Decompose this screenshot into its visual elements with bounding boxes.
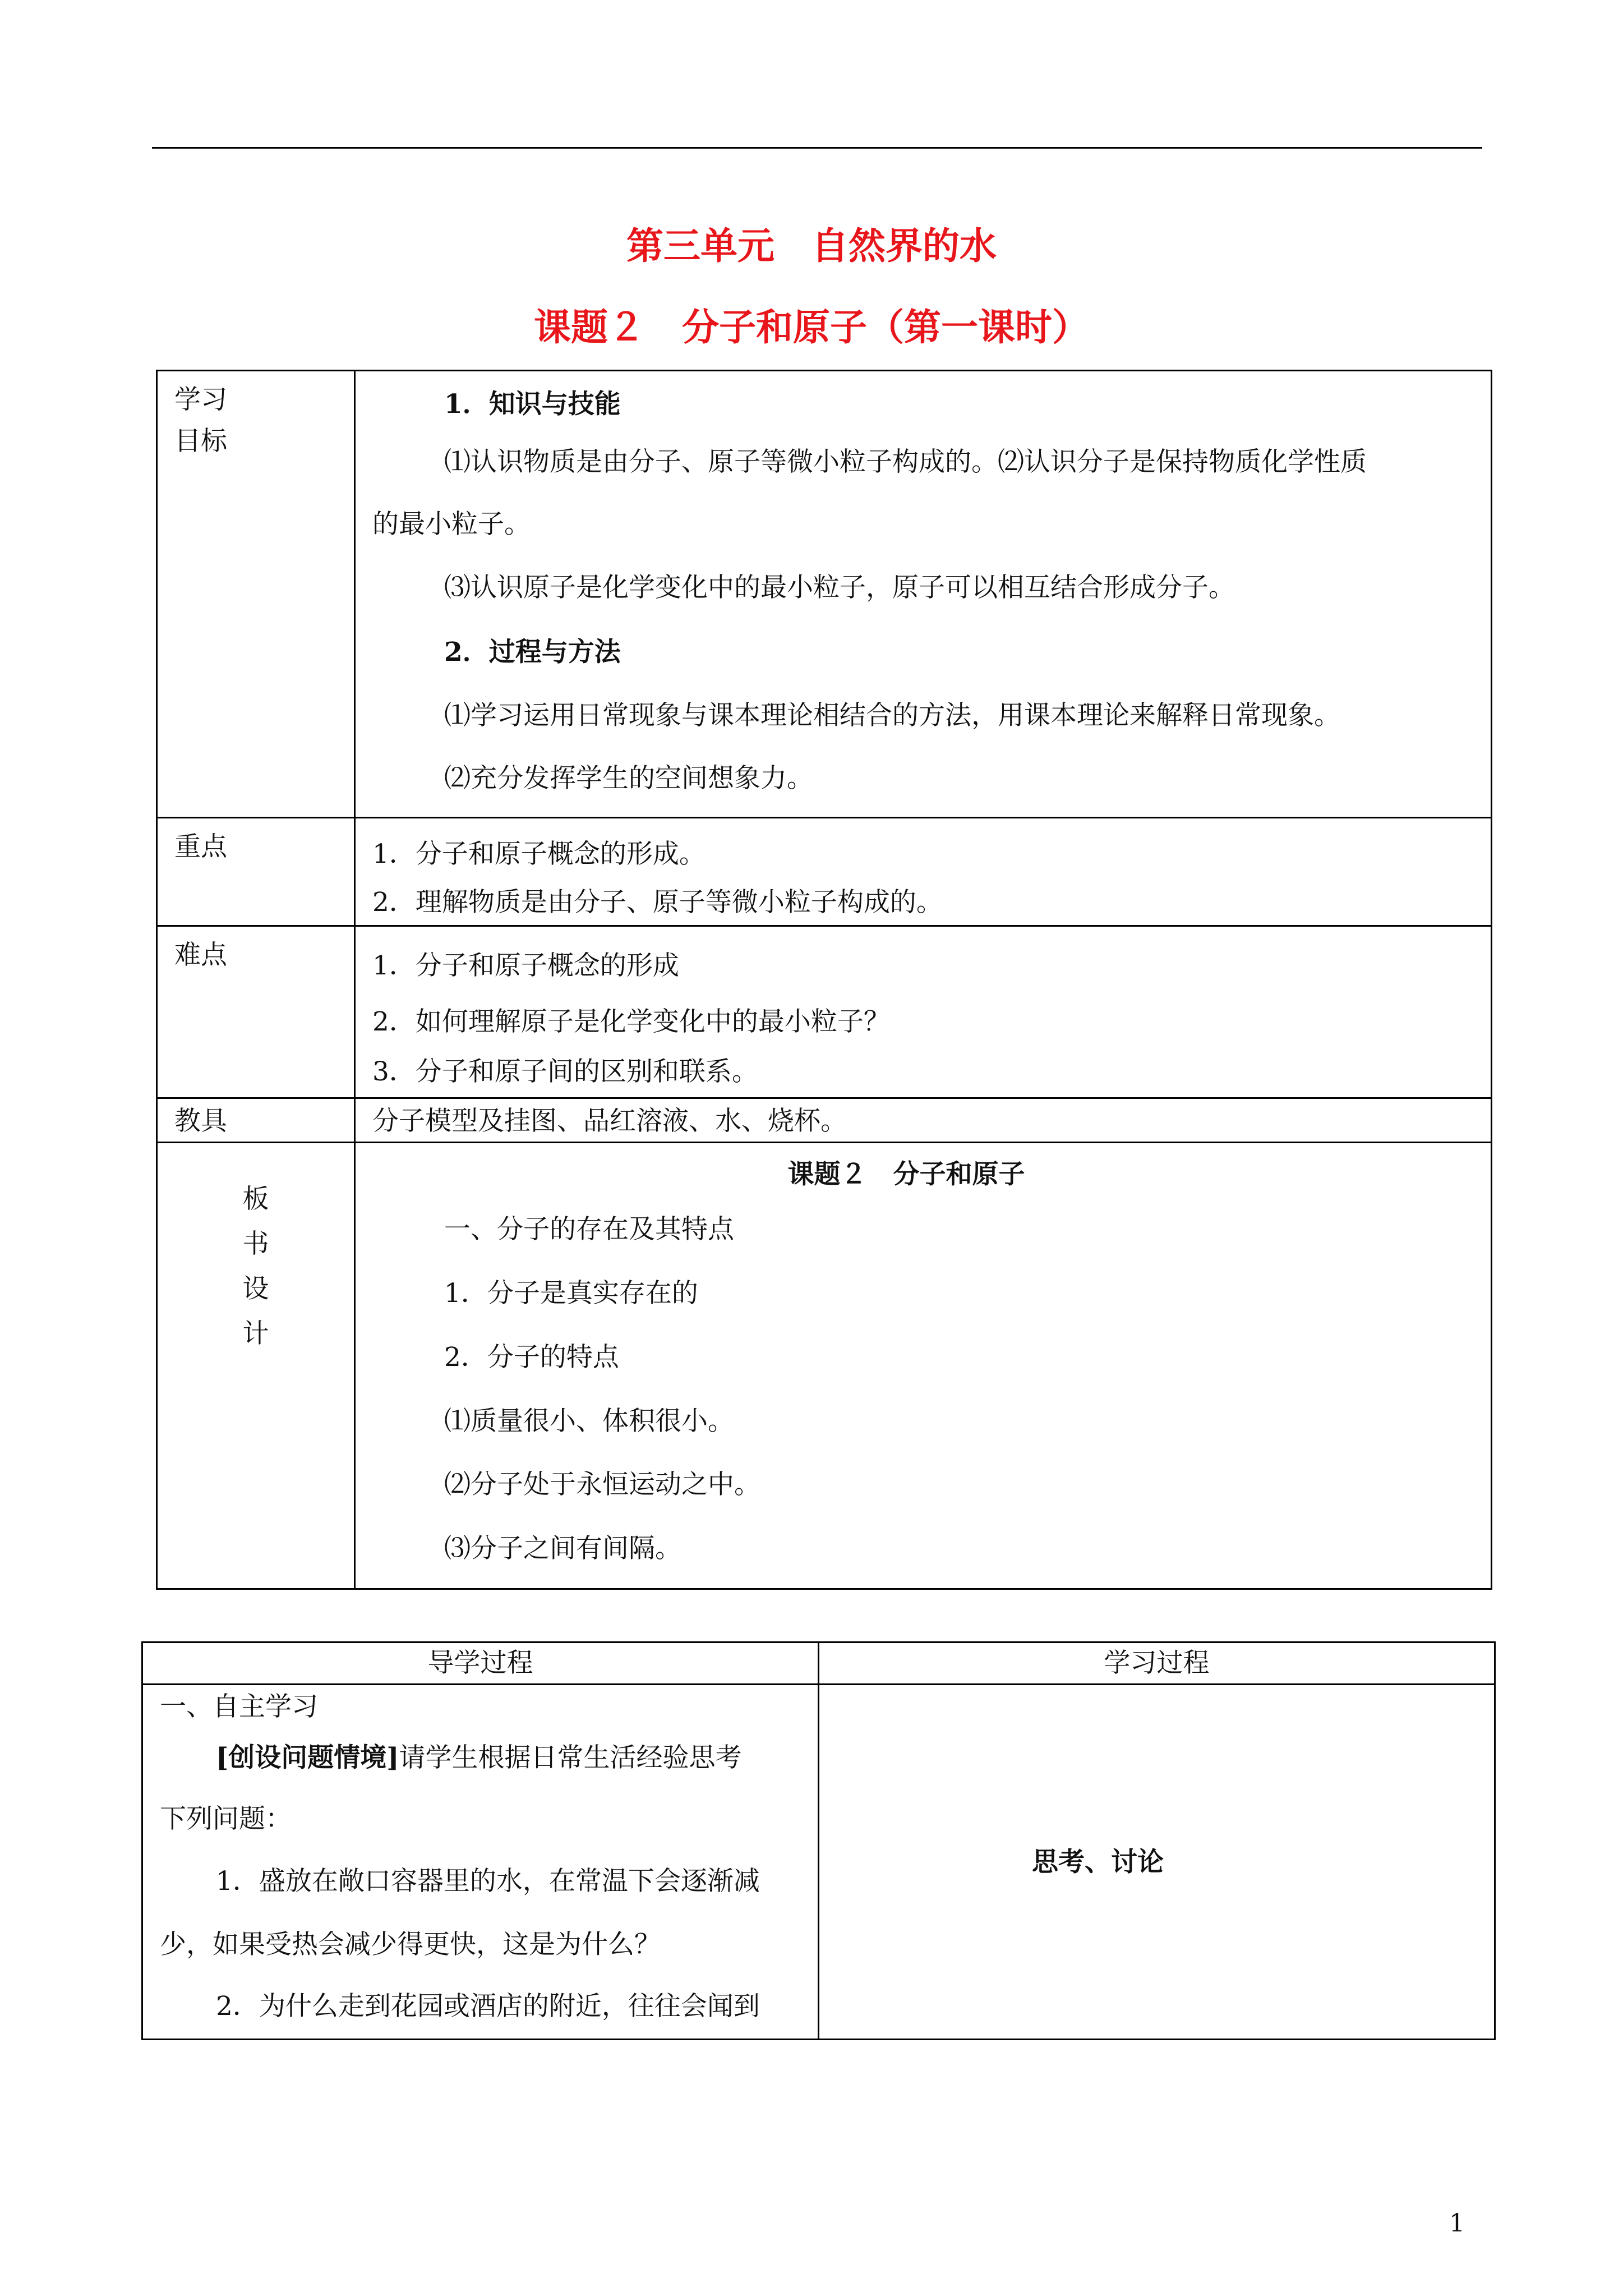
learn-cell	[819, 1685, 1495, 2040]
board-line: 一、分子的存在及其特点	[444, 1214, 734, 1245]
goals-row	[157, 371, 1492, 818]
difficulty-item: 2．如何理解原子是化学变化中的最小粒子？	[372, 1006, 890, 1037]
lesson-info-table	[156, 370, 1492, 1590]
board-design-label	[157, 1143, 355, 1589]
board-design-label-char: 板	[242, 1184, 269, 1214]
goals-item-cont: 的最小粒子。	[372, 509, 531, 540]
goals-label	[157, 371, 355, 818]
difficulties-row	[157, 926, 1492, 1098]
board-line: ⑴质量很小、体积很小。	[444, 1406, 734, 1437]
lesson-title: 课题２ 分子和原子（第一课时）	[534, 305, 1089, 349]
goals-item: ⑵充分发挥学生的空间想象力。	[444, 763, 813, 794]
section-heading: 一、自主学习	[160, 1691, 318, 1722]
scenario-text: 请学生根据日常生活经验思考	[399, 1742, 742, 1773]
scenario-cont: 下列问题：	[160, 1803, 292, 1834]
board-design-label-char: 设	[242, 1273, 269, 1304]
board-line: 2．分子的特点	[444, 1342, 619, 1373]
goals-label-line: 学习	[174, 384, 227, 415]
board-design-label-char: 书	[242, 1228, 269, 1259]
question-item: 2．为什么走到花园或酒店的附近，往往会闻到	[216, 1991, 760, 2022]
goals-section-method: 2．过程与方法	[444, 637, 621, 668]
board-design-content	[355, 1143, 1492, 1589]
goals-section-knowledge: 1．知识与技能	[444, 389, 621, 420]
guide-cell	[142, 1685, 819, 2040]
tools-content: 分子模型及挂图、品红溶液、水、烧杯。	[355, 1098, 1492, 1143]
question-item: 1．盛放在敞口容器里的水，在常温下会逐渐减	[216, 1866, 760, 1897]
scenario-label: [创设问题情境]	[216, 1742, 399, 1773]
question-item-cont: 少，如果受热会减少得更快，这是为什么？	[160, 1929, 661, 1960]
page-number: 1	[1449, 2209, 1465, 2238]
activity-text: 思考、讨论	[1032, 1846, 1164, 1878]
goals-content	[355, 371, 1492, 818]
board-line: 1．分子是真实存在的	[444, 1278, 698, 1309]
board-line: ⑶分子之间有间隔。	[444, 1533, 681, 1564]
scenario-line	[160, 1726, 801, 1791]
board-line: ⑵分子处于永恒运动之中。	[444, 1469, 760, 1500]
board-heading: 课题２ 分子和原子	[787, 1159, 1025, 1190]
tools-label: 教具	[157, 1098, 355, 1143]
key-points-content	[355, 818, 1492, 926]
goals-item: ⑴认识物质是由分子、原子等微小粒子构成的。⑵认识分子是保持物质化学性质	[444, 447, 1367, 477]
unit-title: 第三单元 自然界的水	[626, 224, 997, 268]
header-rule	[152, 147, 1482, 149]
board-design-label-char: 计	[242, 1318, 269, 1349]
col-guide-header: 导学过程	[142, 1642, 819, 1685]
col-learn-header: 学习过程	[819, 1642, 1495, 1685]
difficulties-content	[355, 926, 1492, 1098]
board-design-row	[157, 1143, 1492, 1589]
process-header-row	[142, 1642, 1495, 1685]
goals-item: ⑴学习运用日常现象与课本理论相结合的方法，用课本理论来解释日常现象。	[444, 700, 1340, 731]
goals-label-line: 目标	[174, 426, 227, 457]
difficulty-item: 1．分子和原子概念的形成	[372, 950, 679, 981]
difficulty-item: 3．分子和原子间的区别和联系。	[372, 1056, 758, 1087]
key-point-item: 2．理解物质是由分子、原子等微小粒子构成的。	[372, 887, 943, 918]
goals-item: ⑶认识原子是化学变化中的最小粒子，原子可以相互结合形成分子。	[444, 572, 1235, 603]
key-points-row	[157, 818, 1492, 926]
difficulties-label: 难点	[157, 926, 355, 1098]
key-point-item: 1．分子和原子概念的形成。	[372, 839, 706, 869]
key-points-label: 重点	[157, 818, 355, 926]
process-table	[141, 1641, 1496, 2040]
process-row	[142, 1685, 1495, 2040]
tools-row	[157, 1098, 1492, 1143]
